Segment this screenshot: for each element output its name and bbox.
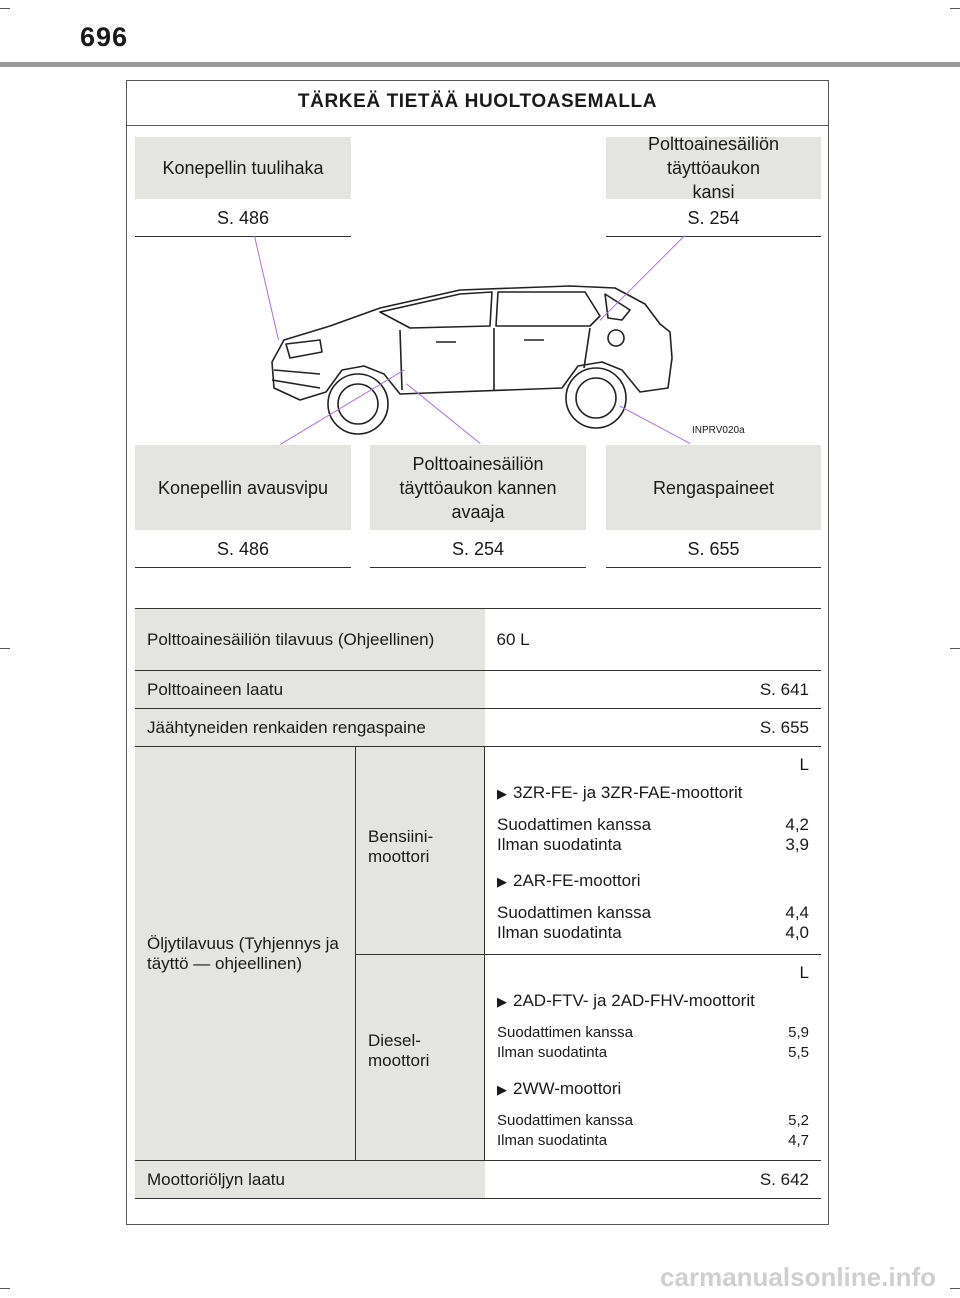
engine-oil-quality-label: Moottoriöljyn laatu <box>135 1161 485 1199</box>
section-title: TÄRKEÄ TIETÄÄ HUOLTOASEMALLA <box>297 91 658 112</box>
engine-values: Suodattimen kanssa 5,2 Ilman suodatinta 4,7 <box>497 1112 809 1149</box>
engine-heading: ▶ 2WW-moottori <box>497 1079 622 1098</box>
crop-mark <box>0 648 10 649</box>
callout-fuel-door-opener: Polttoainesäiliön täyttöaukon kannen avaaja <box>370 445 586 530</box>
diesel-engine-label: Diesel-moottori <box>356 955 485 1161</box>
callout-hood-support: Konepellin tuulihaka <box>135 137 351 199</box>
header-rule <box>0 62 960 67</box>
table-row <box>135 1161 821 1199</box>
triangle-right-icon: ▶ <box>497 786 507 801</box>
table-row <box>135 709 821 747</box>
engine-values: Suodattimen kanssa 5,9 Ilman suodatinta 5,5 <box>497 1024 809 1061</box>
cold-tire-pressure-value[interactable]: S. 655 <box>485 709 822 747</box>
car-body-outline <box>272 286 672 400</box>
callout-hood-support-page[interactable]: S. 486 <box>135 200 351 237</box>
table-row <box>135 671 821 709</box>
cold-tire-pressure-label: Jäähtyneiden renkaiden rengaspaine <box>135 709 485 747</box>
crop-mark <box>0 8 10 9</box>
callout-hood-lever: Konepellin avausvipu <box>135 445 351 530</box>
callout-fuel-door-opener-page[interactable]: S. 254 <box>370 531 586 568</box>
petrol-oil-values <box>485 747 822 955</box>
petrol-engine-label: Bensiini-moottori <box>356 747 485 955</box>
diesel-oil-values <box>485 955 822 1161</box>
engine-heading: ▶ 2AR-FE-moottori <box>497 871 641 890</box>
engine-heading: ▶ 2AD-FTV- ja 2AD-FHV-moottorit <box>497 991 755 1010</box>
callout-fuel-door-page[interactable]: S. 254 <box>606 200 821 237</box>
triangle-right-icon: ▶ <box>497 874 507 889</box>
rear-wheel <box>566 368 626 428</box>
fuel-capacity-label: Polttoainesäiliön tilavuus (Ohjeellinen) <box>135 609 485 671</box>
crop-mark <box>950 648 960 649</box>
unit-label: L <box>799 755 809 774</box>
fuel-door-shape <box>608 330 624 346</box>
table-row <box>135 747 821 955</box>
engine-values: Suodattimen kanssa 4,4 Ilman suodatinta 4,0 <box>497 903 809 942</box>
crop-mark <box>0 1288 10 1289</box>
callout-hood-lever-page[interactable]: S. 486 <box>135 531 351 568</box>
fuel-quality-value[interactable]: S. 641 <box>485 671 822 709</box>
car-windows <box>380 292 492 328</box>
spec-table <box>135 608 821 1199</box>
crop-mark <box>950 1288 960 1289</box>
triangle-right-icon: ▶ <box>497 1082 507 1097</box>
diagram-code: INPRV020a <box>692 425 745 436</box>
table-row <box>135 609 821 671</box>
title-divider <box>127 125 828 126</box>
callout-tire-pressure-page[interactable]: S. 655 <box>606 531 821 568</box>
engine-heading: ▶ 3ZR-FE- ja 3ZR-FAE-moottorit <box>497 783 743 802</box>
page-number: 696 <box>80 22 129 52</box>
triangle-right-icon: ▶ <box>497 994 507 1009</box>
crop-mark <box>950 8 960 9</box>
car-bumper <box>272 370 320 388</box>
car-door-lines <box>400 328 590 390</box>
engine-values: Suodattimen kanssa 4,2 Ilman suodatinta 3,9 <box>497 815 809 854</box>
callout-tire-pressure: Rengaspaineet <box>606 445 821 530</box>
unit-label: L <box>799 963 809 982</box>
oil-capacity-label: Öljytilavuus (Tyhjennys ja täyttö — ohjeellinen) <box>135 747 356 1161</box>
callout-fuel-door: Polttoainesäiliön täyttöaukon kansi <box>606 137 821 199</box>
fuel-capacity-value: 60 L <box>485 609 822 671</box>
fuel-quality-label: Polttoaineen laatu <box>135 671 485 709</box>
footer-watermark[interactable]: carmanualsonline.info <box>660 1262 936 1292</box>
engine-oil-quality-value[interactable]: S. 642 <box>485 1161 822 1199</box>
